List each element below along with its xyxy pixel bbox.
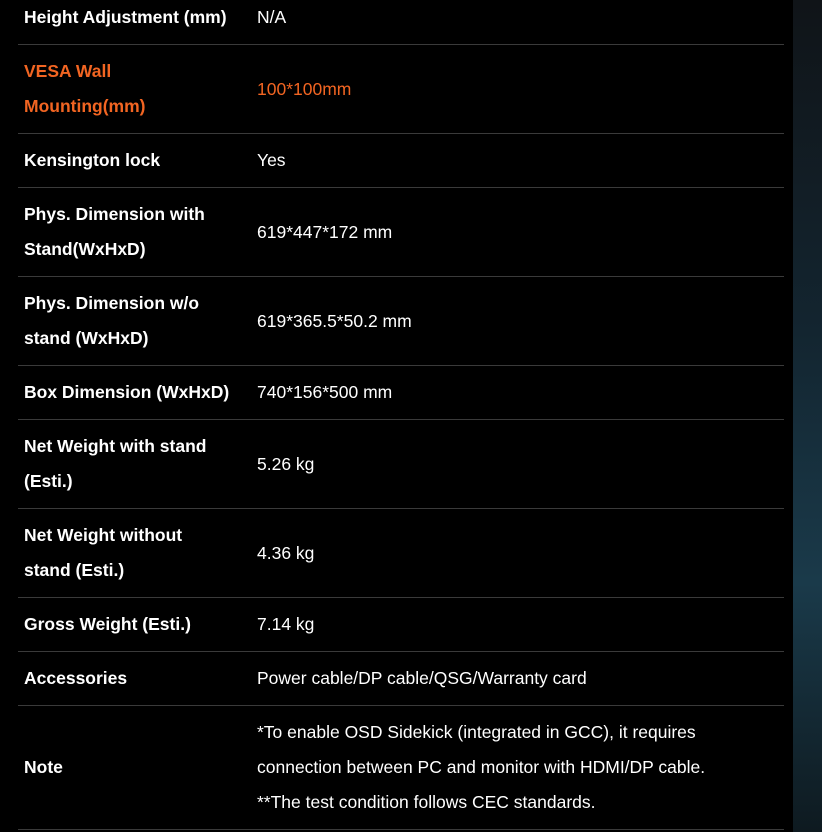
spec-value [255, 420, 784, 509]
spec-label-line: Stand(WxHxD) [24, 239, 146, 259]
spec-value-line: N/A [257, 7, 287, 27]
spec-label [18, 706, 255, 830]
spec-value-line: 619*447*172 mm [257, 221, 393, 242]
spec-row-kensington-lock [18, 134, 784, 188]
spec-label-line: Note [24, 757, 63, 777]
spec-label-line: stand (WxHxD) [24, 328, 149, 348]
spec-label-line: stand (Esti.) [24, 560, 125, 580]
spec-row-dimension-without-stand [18, 277, 784, 366]
spec-label-line: Box Dimension (WxHxD) [24, 382, 230, 402]
spec-label-line: Phys. Dimension with [24, 204, 205, 224]
spec-label-line: Net Weight without [24, 525, 183, 545]
spec-value [255, 652, 784, 706]
spec-value-line: 7.14 kg [257, 614, 315, 634]
spec-value-line: connection between PC and monitor with HDMI/DP cable. [257, 757, 706, 777]
spec-label-line: Mounting(mm) [24, 96, 146, 116]
spec-value [255, 509, 784, 598]
spec-value-line: 619*365.5*50.2 mm [257, 310, 412, 331]
spec-label [18, 366, 255, 420]
spec-row-vesa-wall-mounting [18, 45, 784, 134]
spec-label [18, 509, 255, 598]
spec-label-line: Height Adjustment (mm) [24, 7, 227, 27]
spec-row-height-adjustment [18, 0, 784, 45]
spec-value [255, 598, 784, 652]
spec-label [18, 420, 255, 509]
spec-value-line: Power cable/DP cable/QSG/Warranty card [257, 668, 587, 688]
spec-label-line: Net Weight with stand [24, 436, 207, 456]
spec-value [255, 45, 784, 134]
spec-label [18, 134, 255, 188]
spec-label [18, 188, 255, 277]
spec-value [255, 134, 784, 188]
spec-label [18, 277, 255, 366]
spec-value [255, 706, 784, 830]
spec-label [18, 652, 255, 706]
spec-value-line: 5.26 kg [257, 453, 315, 474]
spec-value [255, 0, 784, 45]
spec-value-line: 100*100mm [257, 78, 352, 99]
page-background-right [792, 0, 822, 832]
spec-value-line: **The test condition follows CEC standards. [257, 792, 596, 812]
spec-value-line: 4.36 kg [257, 542, 315, 563]
spec-value-line: Yes [257, 150, 286, 170]
spec-row-box-dimension [18, 366, 784, 420]
spec-row-gross-weight [18, 598, 784, 652]
spec-value [255, 277, 784, 366]
spec-row-note [18, 706, 784, 830]
spec-label-line: (Esti.) [24, 471, 73, 491]
spec-row-net-weight-with-stand [18, 420, 784, 509]
spec-table [18, 0, 784, 830]
spec-row-accessories [18, 652, 784, 706]
spec-label-line: Accessories [24, 668, 128, 688]
spec-label-line: Gross Weight (Esti.) [24, 614, 191, 634]
spec-label-line: VESA Wall [24, 61, 112, 81]
spec-label [18, 598, 255, 652]
spec-row-net-weight-without-stand [18, 509, 784, 598]
spec-value [255, 366, 784, 420]
spec-label-line: Phys. Dimension w/o [24, 293, 200, 313]
spec-label-line: Kensington lock [24, 150, 161, 170]
spec-value-line: 740*156*500 mm [257, 382, 393, 402]
spec-value [255, 188, 784, 277]
spec-value-line: *To enable OSD Sidekick (integrated in GCC), it requires [257, 722, 696, 742]
spec-label [18, 45, 255, 134]
spec-row-dimension-with-stand [18, 188, 784, 277]
spec-label [18, 0, 255, 45]
